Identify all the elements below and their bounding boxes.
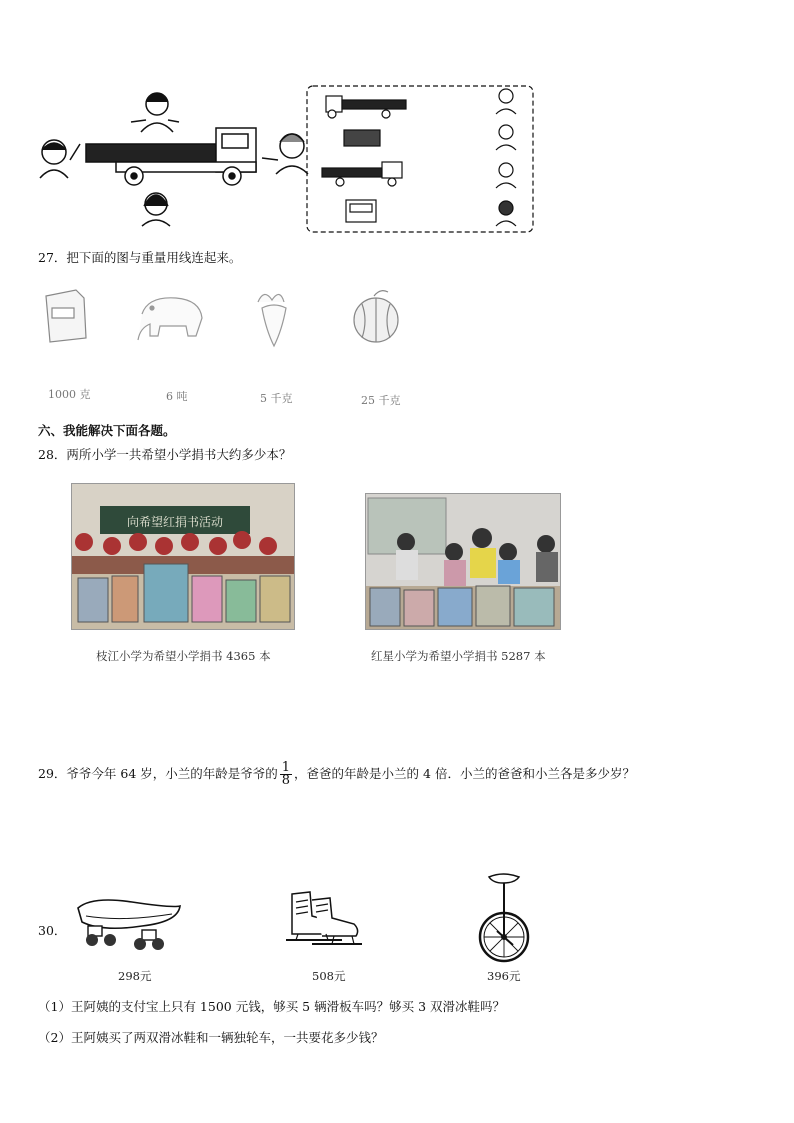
fraction-numerator: 1	[281, 760, 291, 775]
worker-right-icon	[262, 134, 308, 174]
small-girl-icon	[496, 89, 516, 114]
truck-front-view-icon	[346, 200, 376, 222]
truck-main-icon	[86, 128, 256, 185]
girl-top-icon	[131, 93, 179, 132]
weight-label-2: 6 吨	[166, 390, 188, 403]
watermelon-icon	[354, 291, 398, 342]
weight-label-3: 5 千克	[260, 392, 293, 405]
ice-skates-icon	[282, 886, 364, 952]
truck-side-view-2-icon	[322, 162, 402, 186]
blackboard-banner: 向希望红捐书活动	[126, 515, 224, 529]
fraction-denominator: 8	[281, 773, 291, 788]
question-30-part-2: （2）王阿姨买了两双滑冰鞋和一辆独轮车，一共要花多少钱？	[38, 1030, 384, 1045]
section-6-title: 六、我能解决下面各题。	[38, 423, 176, 438]
elephant-icon	[138, 298, 202, 340]
price-ice-skates: 508元	[312, 969, 346, 983]
question-30-part-1: （1）王阿姨的支付宝上只有 1500 元钱，够买 5 辆滑板车吗？够买 3 双滑冰鞋吗？	[38, 999, 506, 1014]
weight-label-4: 25 千克	[361, 394, 401, 407]
girl-bottom-icon	[142, 193, 170, 226]
question-30-number: 30．	[38, 923, 67, 938]
weight-label-1: 1000 克	[48, 388, 91, 401]
flour-bag-icon	[46, 290, 86, 342]
price-skateboard: 298元	[118, 969, 152, 983]
q29-prefix: 29．爷爷今年 64 岁，小兰的年龄是爷爷的	[38, 766, 278, 781]
q29-suffix: ，爸爸的年龄是小兰的 4 倍．小兰的爸爸和小兰各是多少岁？	[294, 766, 635, 781]
caption-hongxing: 红星小学为希望小学捐书 5287 本	[371, 649, 546, 663]
caption-zhijiang: 枝江小学为希望小学捐书 4365 本	[96, 649, 271, 663]
truck-side-view-icon	[326, 96, 406, 118]
weight-items-figure	[36, 284, 416, 354]
question-28: 28．两所小学一共希望小学捐书大约多少本？	[38, 447, 292, 462]
question-27: 27．把下面的图与重量用线连起来。	[38, 250, 242, 265]
price-unicycle: 396元	[487, 969, 521, 983]
question-29	[38, 760, 635, 788]
unicycle-icon	[475, 873, 533, 965]
boy-left-icon	[40, 140, 80, 178]
small-worker-icon	[496, 125, 516, 150]
radish-icon	[258, 294, 286, 346]
photo-hongxing-school	[365, 493, 561, 630]
photo-zhijiang-school	[71, 483, 295, 630]
truck-observation-figure	[36, 84, 536, 236]
fraction-one-eighth	[280, 762, 292, 787]
small-boy-icon	[496, 163, 516, 188]
skateboard-icon	[72, 892, 186, 952]
small-girl-2-icon	[496, 201, 516, 226]
truck-top-view-icon	[344, 130, 380, 146]
